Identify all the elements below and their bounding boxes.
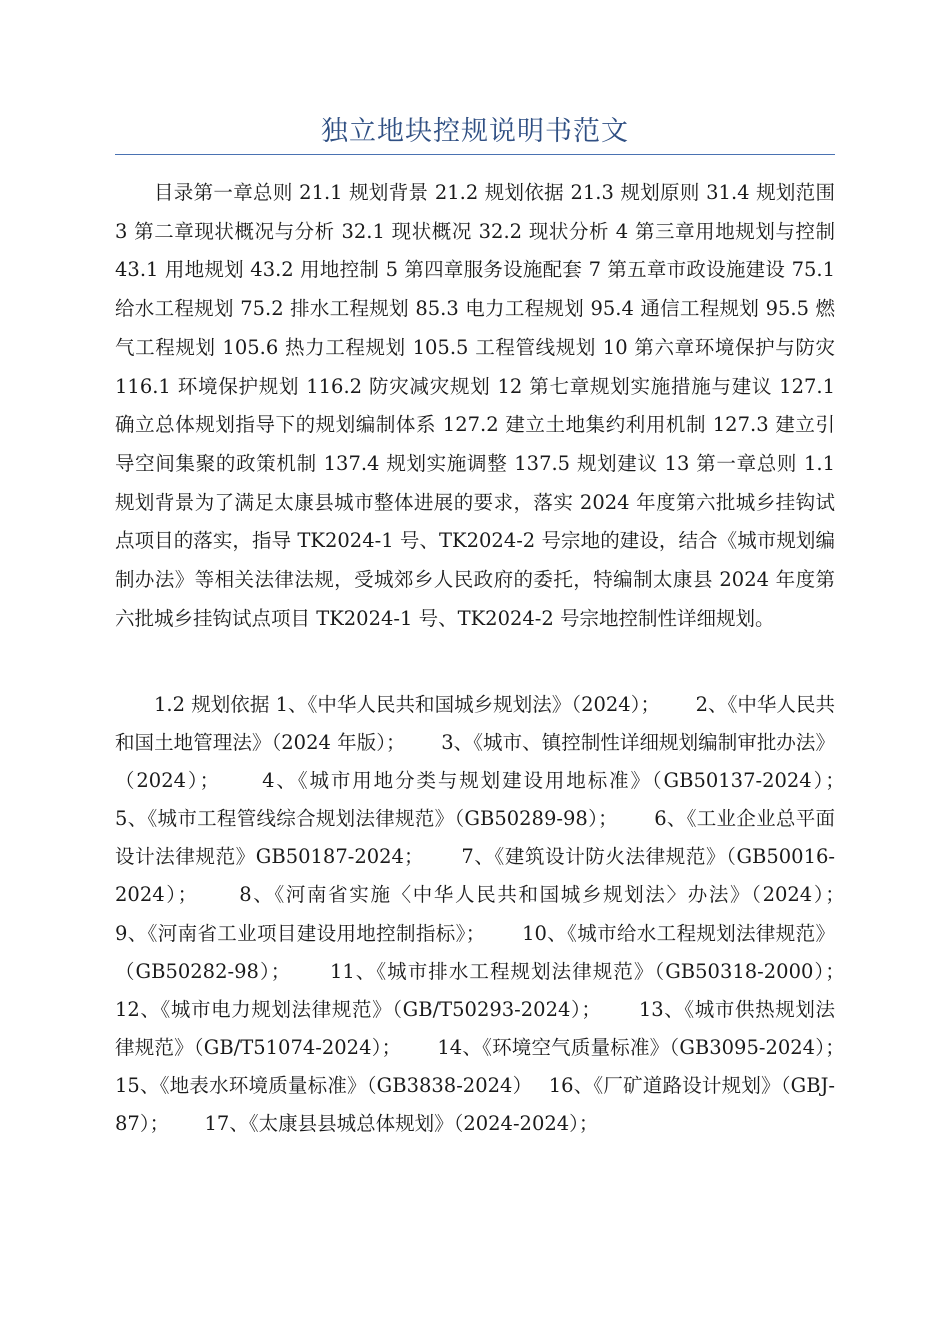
paragraph-planning-basis: 1.2 规划依据 1、《中华人民共和国城乡规划法》（2024）； 2、《中华人民共和国土地管理法》（2024 年版）； 3、《城市、镇控制性详细规划编制审批办法》（2024）； 4、《城市用地分类与规划建设用地标准》（GB50137-2024）； 5、《城市工程管线综合规划法律规范》（GB50289-98）； 6、《工业企业总平面设计法律规范》GB50187-2024； 7、《建筑设计防火法律规范》（GB50016-2024）； 8、《河南省实施〈中华人民共和国城乡规划法〉办法》（2024）； 9、《河南省工业项目建设用地控制指标》； 10、《城市给水工程规划法律规范》（GB50282-98）； 11、《城市排水工程规划法律规范》（GB50318-2000）； 12、《城市电力规划法律规范》（GB/T50293-2024）； 13、《城市供热规划法律规范》（GB/T51074-2024）； 14、《环境空气质量标准》（GB3095-2024）； 15、《地表水环境质量标准》（GB3838-2024） 16、《厂矿道路设计规划》（GBJ-87）； 17、《太康县县城总体规划》（2024-2024）；	[115, 693, 881, 1136]
title-underline	[115, 154, 835, 155]
document-title: 独立地块控规说明书范文	[321, 116, 629, 147]
paragraph-toc-and-background: 目录第一章总则 21.1 规划背景 21.2 规划依据 21.3 规划原则 31.4 规划范围 3 第二章现状概况与分析 32.1 现状概况 32.2 现状分析 4 第三章用地规划与控制 43.1 用地规划 43.2 用地控制 5 第四章服务设施配套 7 第五章市政设施建设 75.1 给水工程规划 75.2 排水工程规划 85.3 电力工程规划 95.4 通信工程规划 95.5 燃气工程规划 105.6 热力工程规划 105.5 工程管线规划 10 第六章环境保护与防灾 116.1 环境保护规划 116.2 防灾减灾规划 12 第七章规划实施措施与建议 127.1 确立总体规划指导下的规划编制体系 127.2 建立土地集约利用机制 127.3 建立引导空间集聚的政策机制 137.4 规划实施调整 137.5 规划建议 13 第一章总则 1.1 规划背景为了满足太康县城市整体进展的要求，落实 2024 年度第六批城乡挂钩试点项目的落实，指导 TK2024-1 号、TK2024-2 号宗地的建设，结合《城市规划编制办法》等相关法律法规，受城郊乡人民政府的委托，特编制太康县 2024 年度第六批城乡挂钩试点项目 TK2024-1 号、TK2024-2 号宗地控制性详细规划。	[115, 181, 835, 630]
